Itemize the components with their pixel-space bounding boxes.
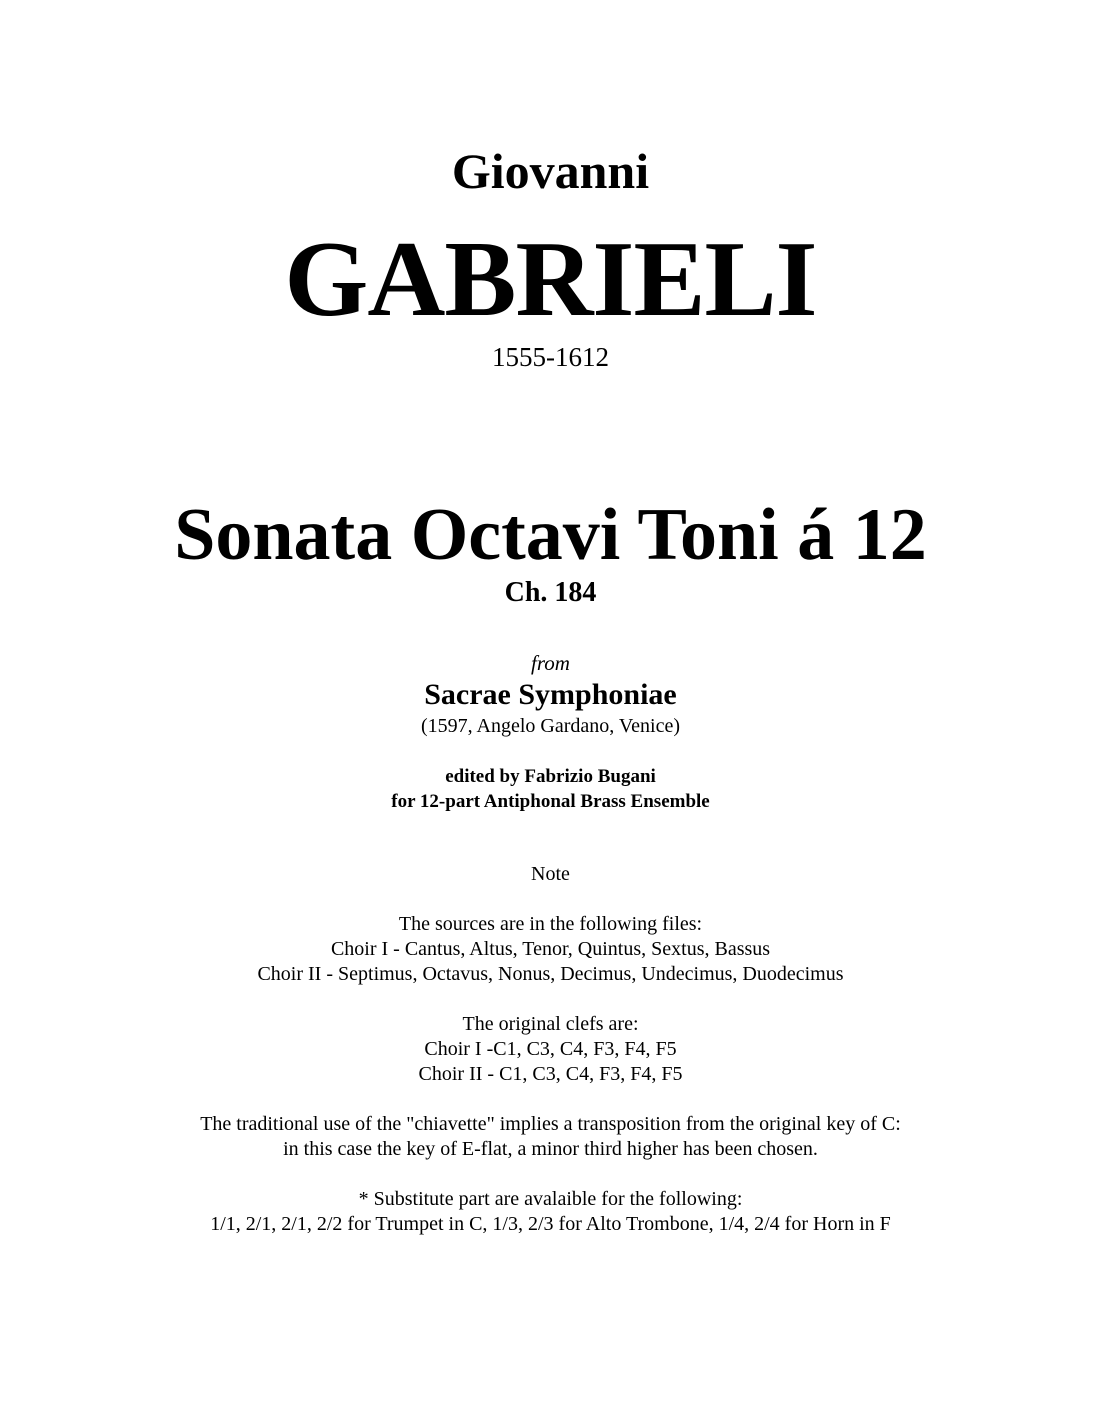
transposition-line-2: in this case the key of E-flat, a minor third higher has been chosen. [283,1138,818,1160]
collection-title: Sacrae Symphoniae [424,678,677,711]
editor-credit: edited by Fabrizio Bugani [445,766,656,787]
scoring-note: for 12-part Antiphonal Brass Ensemble [391,791,710,812]
composer-last-name: GABRIELI [284,220,817,339]
substitutes-line-2: 1/1, 2/1, 2/1, 2/2 for Trumpet in C, 1/3, 2/3 for Alto Trombone, 1/4, 2/4 for Horn in F [210,1213,891,1235]
publication-info: (1597, Angelo Gardano, Venice) [420,715,680,737]
transposition-section [0,1112,1101,1162]
sources-choir-1: Choir I - Cantus, Altus, Tenor, Quintus, Sextus, Bassus [330,938,771,960]
clefs-section [0,1012,1101,1087]
editorial-notes [0,862,1101,1237]
substitutes-section [0,1187,1101,1237]
work-title: Sonata Octavi Toni á 12 [174,494,927,576]
composer-dates: 1555-1612 [492,342,609,372]
sources-intro: The sources are in the following files: [398,913,703,935]
transposition-line-1: The traditional use of the "chiavette" implies a transposition from the original key of C: [200,1113,901,1135]
clefs-choir-1: Choir I -C1, C3, C4, F3, F4, F5 [424,1038,677,1060]
composer-first-name: Giovanni [451,143,650,199]
clefs-choir-2: Choir II - C1, C3, C4, F3, F4, F5 [418,1063,683,1085]
clefs-intro: The original clefs are: [462,1013,639,1035]
from-label: from [531,651,570,675]
substitutes-line-1: * Substitute part are avalaible for the following: [358,1188,743,1210]
catalog-number: Ch. 184 [504,577,597,608]
sources-section [0,912,1101,987]
sources-choir-2: Choir II - Septimus, Octavus, Nonus, Decimus, Undecimus, Duodecimus [257,963,844,985]
note-heading: Note [531,863,570,885]
